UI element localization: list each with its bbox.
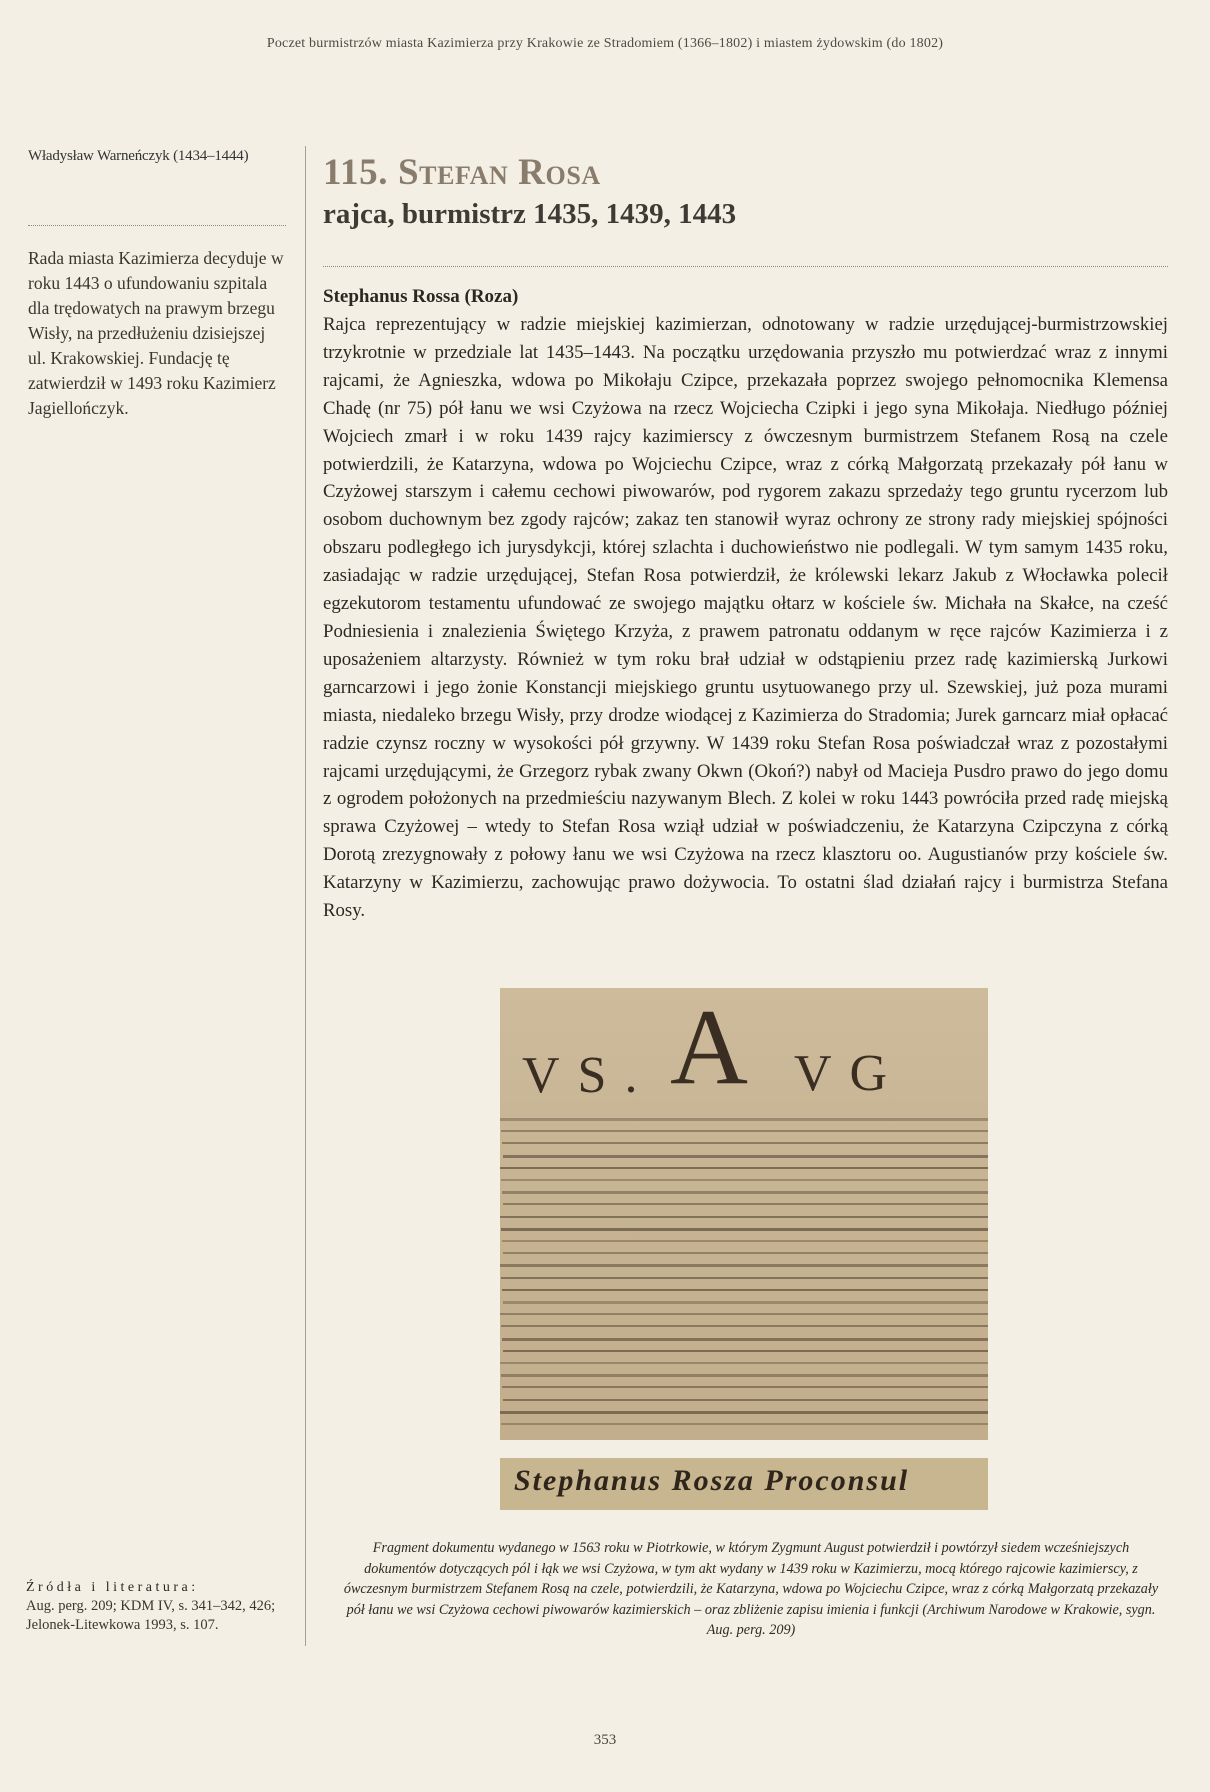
running-header: Poczet burmistrzów miasta Kazimierza przy Krakowie ze Stradomiem (1366–1802) i miastem żydowskim (do 1802) [266, 36, 944, 51]
script-line [503, 1301, 988, 1304]
script-line [500, 1362, 988, 1364]
script-line [501, 1423, 988, 1425]
script-line [500, 1264, 988, 1267]
initials-left: VS. [522, 1047, 656, 1104]
script-line [500, 1118, 988, 1121]
sidebar-divider [28, 225, 286, 226]
script-line [503, 1350, 988, 1352]
figure-caption: Fragment dokumentu wydanego w 1563 roku w Piotrkowie, w którym Zygmunt August potwierdził i powtórzył siedem wcześniejszych dokumentów dotyczących pól i łąk we wsi Czyżowa, w tym akt wydany w 1439 roku w Kazimierzu, mocą którego rajcowie kazimierscy, z ówczesnym burmistrzem Stefanem Rosą na czele, potwierdzili, że Katarzyna, wdowa po Wojciechu Czipce, wraz z córką Małgorzatą przekazały pół łanu we wsi Czyżowa cechowi piwowarów kazimierskich – oraz zbliżenie zapisu imienia i funkcji (Archiwum Narodowe w Krakowie, sygn. Aug. perg. 209) [343, 1540, 1159, 1638]
signature-text: Stephanus Rosza Proconsul [514, 1464, 910, 1497]
script-line [501, 1277, 988, 1279]
script-line [503, 1155, 988, 1158]
script-line [503, 1203, 988, 1205]
sources-block [26, 1578, 288, 1635]
sidebar [28, 148, 286, 421]
initials-right: VG [794, 1045, 906, 1102]
script-line [501, 1374, 988, 1377]
script-line [502, 1338, 988, 1341]
manuscript-image [500, 988, 988, 1440]
page-number: 353 [593, 1732, 617, 1748]
script-line [502, 1191, 988, 1194]
sources-text: Aug. perg. 209; KDM IV, s. 341–342, 426; Jelonek-Litewkowa 1993, s. 107. [26, 1598, 276, 1633]
script-line [501, 1130, 988, 1132]
script-line [500, 1411, 988, 1414]
script-line [501, 1228, 988, 1231]
script-line [500, 1167, 988, 1169]
script-line [501, 1179, 988, 1181]
script-line [502, 1142, 988, 1144]
initial-big: A [670, 988, 748, 1107]
sources-heading: Źródła i literatura: [26, 1580, 199, 1595]
entry-body: Rajca reprezentujący w radzie miejskiej kazimierzan, odnotowany w radzie urzędującej-burmistrzowskiej trzykrotnie w przedziale lat 1435–1443. Na początku urzędowania przyszło mu potwierdzać wraz z innymi rajcami, że Agnieszka, wdowa po Mikołaju Czipce, przekazała poprzez swojego pełnomocnika Klemensa Chadę (nr 75) pół łanu we wsi Czyżowa na rzecz Wojciecha Czipki i jego syna Mikołaja. Niedługo później Wojciech zmarł i w roku 1439 rajcy kazimierscy z ówczesnym burmistrzem Stefanem Rosą na czele potwierdzili, że Katarzyna, wdowa po Wojciechu Czipce, wraz z córką Małgorzatą przekazały pół łanu w Czyżowej starszym i całemu cechowi piwowarów, pod rygorem zakazu sprzedaży tego gruntu rycerzom lub osobom duchownym bez zgody rajców; zakaz ten stanowił wyraz ochrony ze strony rady miejskiej spójności obszaru podległego ich jurysdykcji, której szlachta i duchowieństwo nie podlegali. W tym samym 1435 roku, zasiadając w radzie urzędującej, Stefan Rosa potwierdził, że królewski lekarz Jakub z Włocławka polecił egzekutorom testamentu ufundować ze swojego majątku ołtarz w kościele św. Michała na Skałce, na cześć Podniesienia i znalezienia Świętego Krzyża, z prawem patronatu oddanym w ręce rajców Kazimierza i z uposażeniem altarzysty. Również w tym roku brał udział w odstąpieniu przez radę kazimierską Jurkowi garncarzowi i jego żonie Konstancji miejskiego gruntu usytuowanego przy ul. Szewskiej, już poza murami miasta, niedaleko brzegu Wisły, przy drodze wiodącej z Kazimierza do Stradomia; Jurek garncarz miał opłacać radzie czynsz roczny w wysokości pół grzywny. W 1439 roku Stefan Rosa poświadczał wraz z pozostałymi rajcami urzędującymi, że Grzegorz rybak zwany Okwn (Okoń?) nabył od Macieja Pusdro prawo do jego domu z ogrodem położonych na przedmieściu nazywanym Blech. Z kolei w roku 1443 powróciła przed radę miejską sprawa Czyżowej – wtedy to Stefan Rosa wziął udział w poświadczeniu, że Katarzyna Czipczyna z córką Dorotą zrezygnowały z połowy łanu we wsi Czyżowa na rzecz klasztoru oo. Augustianów przy kościele św. Katarzyny w Kazimierzu, zachowując prawo dożywocia. To ostatni ślad działań rajcy i burmistrza Stefana Rosy. [323, 314, 1168, 922]
script-line [502, 1386, 988, 1388]
entry-divider [323, 266, 1168, 267]
entry-title: 115. Stefan Rosa [323, 152, 601, 193]
script-line [501, 1325, 988, 1327]
column-divider [305, 146, 306, 1646]
decorated-initials [512, 988, 982, 1107]
entry-subtitle: rajca, burmistrz 1435, 1439, 1443 [323, 198, 737, 230]
entry-main [323, 152, 1168, 925]
name-variant: Stephanus Rossa (Roza) [323, 286, 519, 307]
script-line [502, 1240, 988, 1242]
sidebar-reign: Władysław Warneńczyk (1434–1444) [28, 148, 249, 164]
signature-closeup [500, 1458, 988, 1510]
script-line [500, 1313, 988, 1315]
script-line [502, 1289, 988, 1291]
sidebar-note: Rada miasta Kazimierza decyduje w roku 1443 o ufundowaniu szpitala dla trędowatych na prawym brzegu Wisły, na przedłużeniu dzisiejszej ul. Krakowskiej. Fundację tę zatwierdził w 1493 roku Kazimierz Jagiellończyk. [28, 248, 284, 418]
script-line [503, 1252, 988, 1254]
script-line [500, 1216, 988, 1218]
script-line [503, 1399, 988, 1401]
